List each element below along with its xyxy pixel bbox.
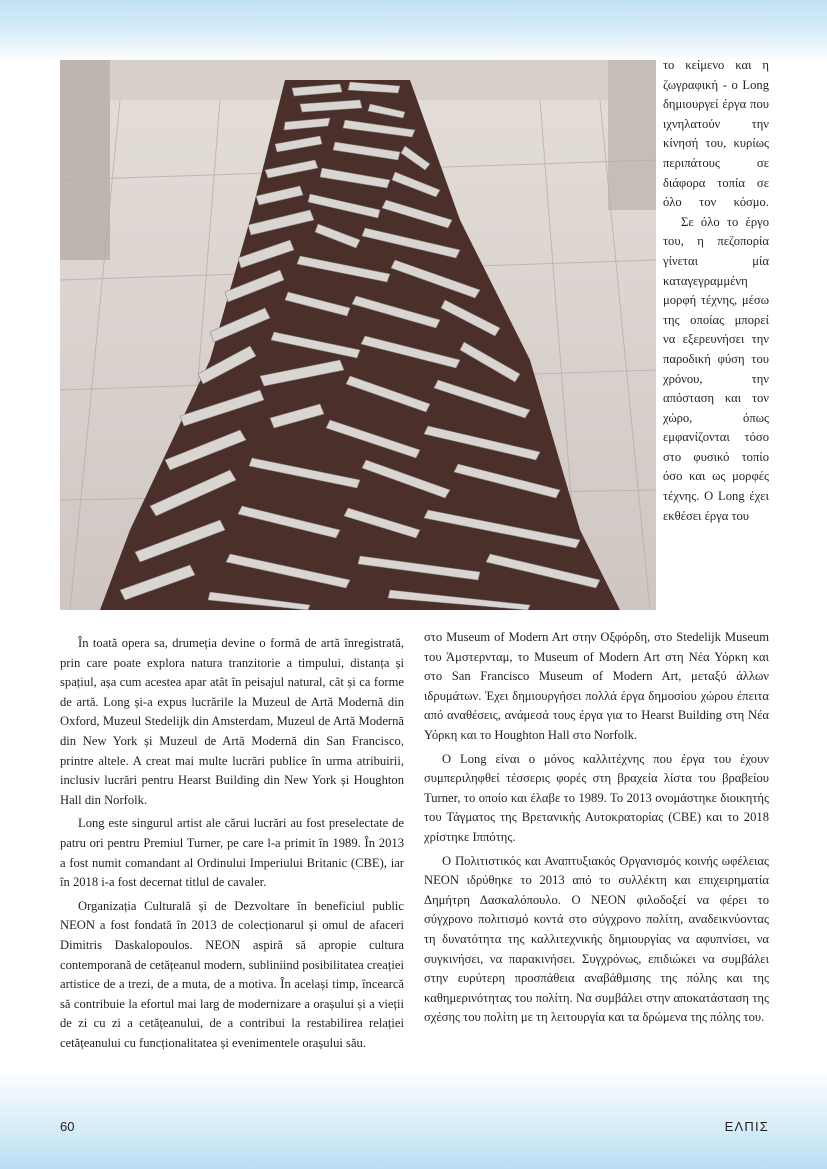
- el-paragraph-1: στο Museum of Modern Art στην Οξφόρδη, στο Stedelijk Museum του Άμστερνταμ, το Museum of Modern Art στη Νέα Υόρκη και στο San Francisco Museum of Modern Art, μεταξύ άλλων ιδρυμάτων. Έχει δημιουργήσει πολλά έργα δημοσίου χώρου έπειτα από αναθέσεις, ανάμεσά τους έργα για το Hearst Building στη Νέα Υόρκη και το Houghton Hall στο Norfolk.: [424, 630, 769, 742]
- left-column-romanian: [60, 634, 404, 1053]
- ro-paragraph-3: Organizația Culturală și de Dezvoltare în beneficiul public NEON a fost fondată în 2013 de colecționarul și omul de afaceri Dimitris Daskalopoulos. NEON aspiră să apropie cultura contemporană de cetățeanul modern, subliniind posibilitatea creației artistice de a trezi, de a muta, de a motiva. În același timp, încearcă să contribuie la efortul mai larg de modernizare a orașului și a vieții de zi cu zi a cetățeanului, de a contribui la restabilirea relației cetățeanului cu funcționalitatea și evenimentele orașului său.: [60, 898, 404, 1050]
- page-number: 60: [60, 1119, 75, 1134]
- footer-gradient-band: [0, 1069, 827, 1169]
- header-gradient-band: [0, 0, 827, 62]
- artwork-photo: [60, 60, 656, 610]
- ro-paragraph-2: Long este singurul artist ale cărui lucrări au fost preselectate de patru ori pentru Premiul Turner, pe care l-a primit în 1989. În 2013 a fost numit comandant al Ordinului Imperiului Britanic (CBE), iar în 2018 i-a fost decernat titlul de cavaler.: [60, 816, 404, 890]
- side-column-greek: [663, 56, 769, 526]
- magazine-title: ΕΛΠΙΣ: [724, 1119, 769, 1134]
- side-paragraph-2: Σε όλο το έργο του, η πεζοπορία γίνεται μία καταγεγραμμένη μορφή τέχνης, μέσω της οποίας μπορεί να εξερευνήσει την παροδική φύση του χρόνου, την απόσταση και τον χώρο, όπως εμφανίζονται τόσο στο φυσικό τοπίο όσο και ως μορφές τέχνης. Ο Long έχει εκθέσει έργα του: [663, 214, 769, 523]
- el-paragraph-2: Ο Long είναι ο μόνος καλλιτέχνης που έργα του έχουν συμπεριληφθεί τέσσερις φορές στη βραχεία λίστα του βραβείου Turner, το οποίο και έλαβε το 1989. Το 2013 ονομάστηκε διοικητής του Τάγματος της Βρετανικής Αυτοκρατορίας (CBE) και το 2018 χρίστηκε Ιππότης.: [424, 751, 769, 844]
- ro-paragraph-1: În toată opera sa, drumeția devine o formă de artă înregistrată, prin care poate explora natura tranzitorie a timpului, distanța și spațiul, așa cum acestea apar atât în peisajul natural, cât și ca forme de artă. Long și-a expus lucrările la Muzeul de Artă Modernă din Oxford, Muzeul Stedelijk din Amsterdam, Muzeul de Artă Modernă din New York și Muzeul de Artă Modernă din San Francisco, printre altele. A creat mai multe lucrări publice în urma atribuirii, inclusiv lucrări pentru Hearst Building din New York și Houghton Hall din Norfolk.: [60, 636, 404, 807]
- right-column-greek: [424, 628, 769, 1028]
- side-paragraph-1: το κείμενο και η ζωγραφική - ο Long δημιουργεί έργα που ιχνηλατούν την κίνησή του, κυρίως περιπάτους σε διάφορα τοπία σε όλο τον κόσμο.: [663, 58, 769, 210]
- el-paragraph-3: Ο Πολιτιστικός και Αναπτυξιακός Οργανισμός κοινής ωφέλειας NEON ιδρύθηκε το 2013 από το συλλέκτη και επιχειρηματία Δημήτρη Δασκαλόπουλο. Ο NEON φιλοδοξεί να φέρει το σύγχρονο πολιτισμό κοντά στο σύγχρονο πολίτη, αναδεικνύοντας τη δυνατότητα της καλλιτεχνικής δημιουργίας να αφυπνίσει, να συγκινήσει, να παρακινήσει. Συγχρόνως, επιδιώκει να συμβάλει στην ευρύτερη προσπάθεια αναβάθμισης της πόλης και της καθημερινότητας του πολίτη. Να συμβάλει στην αποκατάσταση της σχέσης του πολίτη με τη λειτουργία και τα δρώμενα της πόλης του.: [424, 853, 769, 1025]
